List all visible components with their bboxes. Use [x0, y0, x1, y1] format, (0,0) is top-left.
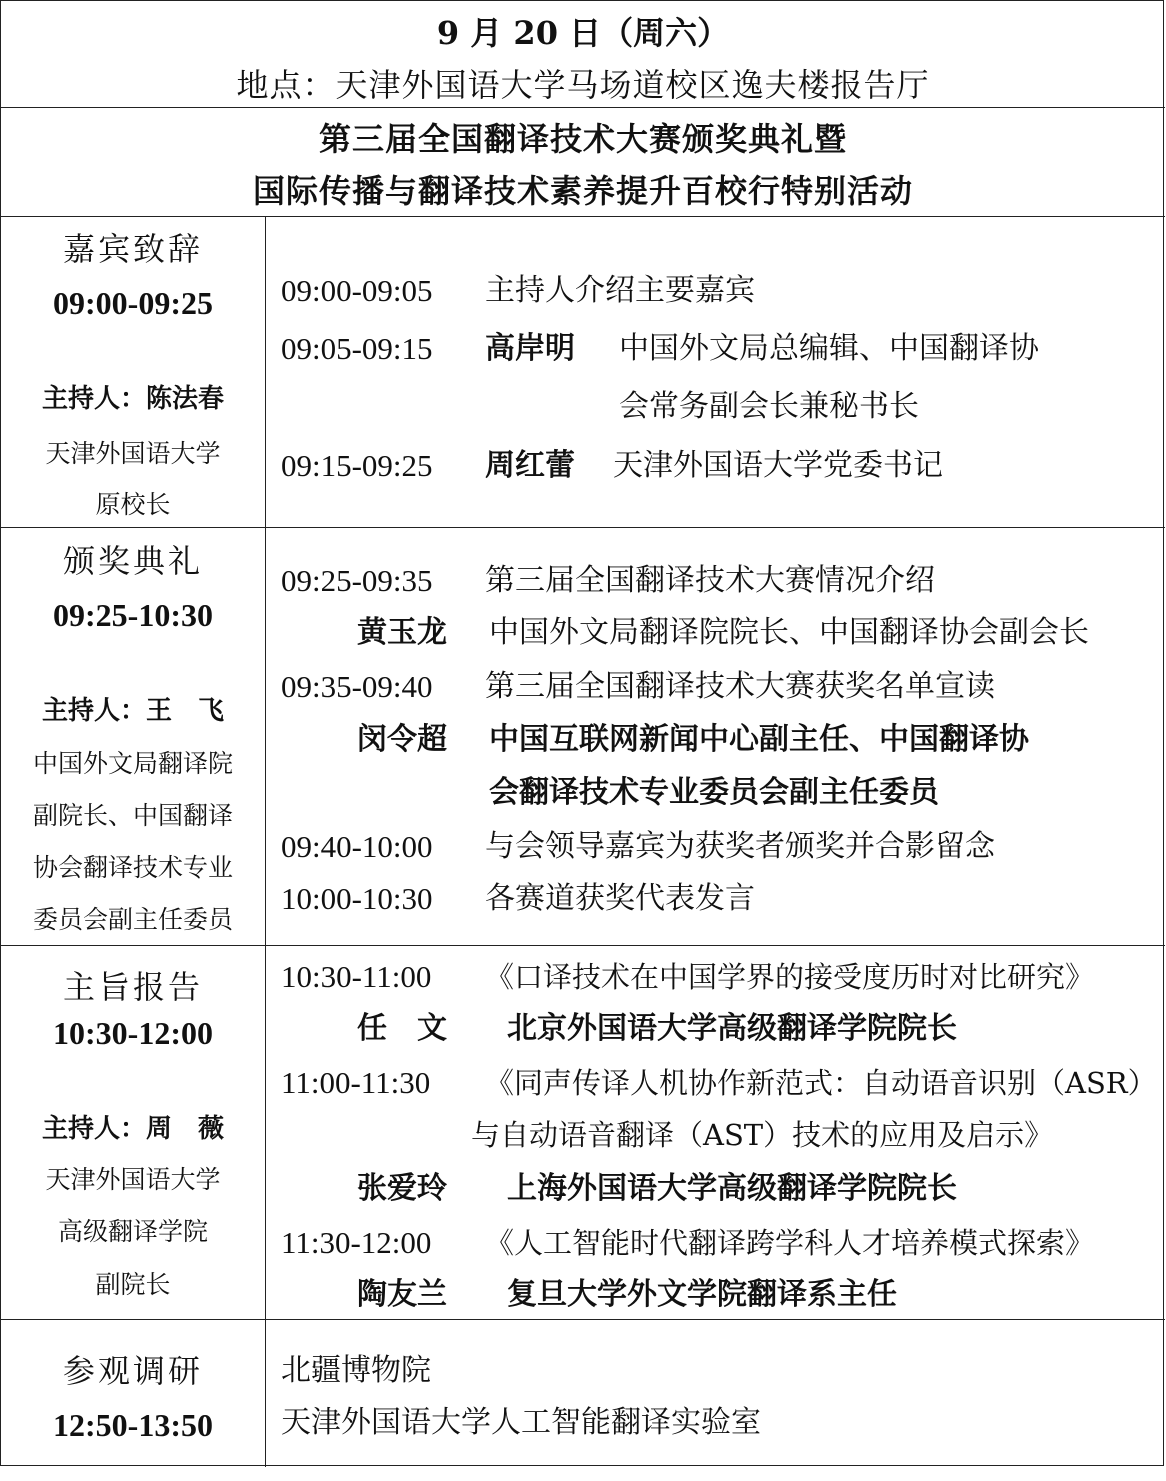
row-text: 第三届全国翻译技术大赛情况介绍	[485, 563, 935, 598]
section-time: 12:50-13:50	[53, 1407, 213, 1443]
host-title: 天津外国语大学	[45, 1165, 221, 1194]
section-name: 主旨报告	[62, 968, 203, 1006]
column-divider	[265, 216, 266, 1467]
event-title-line2: 国际传播与翻译技术素养提升百校行特别活动	[252, 172, 913, 210]
speaker-name: 黄玉龙	[357, 615, 447, 650]
section-name: 颁奖典礼	[62, 542, 203, 580]
row-time: 10:30-11:00	[281, 959, 432, 994]
speaker-name: 周红蕾	[485, 448, 575, 483]
host-title: 天津外国语大学	[45, 439, 221, 468]
host-name: 主持人：周 薇	[41, 1114, 224, 1144]
host-name: 主持人：陈法春	[41, 384, 224, 414]
host-title: 高级翻译学院	[57, 1217, 208, 1246]
row-text: 北京外国语大学高级翻译学院院长	[507, 1011, 957, 1046]
row-text: 会常务副会长兼秘书长	[619, 389, 919, 424]
speaker-name: 闵令超	[357, 722, 447, 757]
section-name: 参观调研	[62, 1352, 203, 1390]
talk-title: 与自动语音翻译（AST）技术的应用及启示》	[471, 1118, 1054, 1152]
event-title-line1: 第三届全国翻译技术大赛颁奖典礼暨	[318, 120, 847, 158]
speaker-name: 高岸明	[485, 331, 575, 366]
host-title: 副院长	[95, 1270, 171, 1299]
talk-title: 《口译技术在中国学界的接受度历时对比研究》	[485, 960, 1095, 994]
section-time: 09:25-10:30	[53, 597, 213, 633]
host-title: 委员会副主任委员	[32, 905, 233, 934]
row-time: 11:30-12:00	[281, 1225, 432, 1260]
host-title: 副院长、中国翻译	[32, 801, 233, 830]
row-time: 11:00-11:30	[281, 1065, 431, 1100]
table-divider	[1, 527, 1165, 528]
host-title: 协会翻译技术专业	[32, 853, 233, 882]
row-text: 与会领导嘉宾为获奖者颁奖并合影留念	[485, 829, 995, 864]
table-divider	[1, 107, 1165, 108]
speaker-name: 张爱玲	[357, 1171, 447, 1206]
row-text: 第三届全国翻译技术大赛获奖名单宣读	[485, 669, 995, 704]
row-text: 中国外文局总编辑、中国翻译协	[619, 331, 1039, 366]
section-time: 10:30-12:00	[53, 1015, 213, 1051]
row-time: 09:05-09:15	[281, 331, 433, 366]
row-text: 各赛道获奖代表发言	[485, 881, 755, 916]
row-text: 中国互联网新闻中心副主任、中国翻译协	[489, 722, 1029, 757]
row-time: 09:35-09:40	[281, 669, 433, 704]
row-time: 09:40-10:00	[281, 829, 433, 864]
section-name: 嘉宾致辞	[62, 230, 203, 268]
talk-title: 《同声传译人机协作新范式：自动语音识别（ASR）	[485, 1066, 1157, 1100]
row-time: 09:15-09:25	[281, 448, 433, 483]
table-divider	[1, 945, 1165, 946]
row-text: 天津外国语大学党委书记	[613, 448, 943, 483]
visit-item: 天津外国语大学人工智能翻译实验室	[281, 1405, 761, 1440]
row-time: 09:25-09:35	[281, 563, 433, 598]
row-text: 主持人介绍主要嘉宾	[485, 273, 755, 308]
row-text: 中国外文局翻译院院长、中国翻译协会副会长	[489, 615, 1089, 650]
host-name: 主持人：王 飞	[41, 696, 224, 726]
row-text: 会翻译技术专业委员会副主任委员	[489, 775, 939, 810]
row-time: 09:00-09:05	[281, 273, 433, 308]
talk-title: 《人工智能时代翻译跨学科人才培养模式探索》	[485, 1226, 1095, 1260]
speaker-name: 陶友兰	[357, 1277, 447, 1312]
event-date: 9 月 20 日（周六）	[436, 14, 730, 52]
table-divider	[1, 216, 1165, 217]
row-text: 上海外国语大学高级翻译学院院长	[507, 1171, 957, 1206]
host-title: 原校长	[95, 490, 171, 519]
row-time: 10:00-10:30	[281, 881, 433, 916]
event-location: 地点：天津外国语大学马场道校区逸夫楼报告厅	[236, 66, 930, 104]
section-time: 09:00-09:25	[53, 285, 213, 321]
row-text: 复旦大学外文学院翻译系主任	[507, 1277, 897, 1312]
table-divider	[1, 1319, 1165, 1320]
speaker-name: 任 文	[357, 1011, 447, 1046]
visit-item: 北疆博物院	[281, 1353, 431, 1388]
host-title: 中国外文局翻译院	[32, 749, 233, 778]
